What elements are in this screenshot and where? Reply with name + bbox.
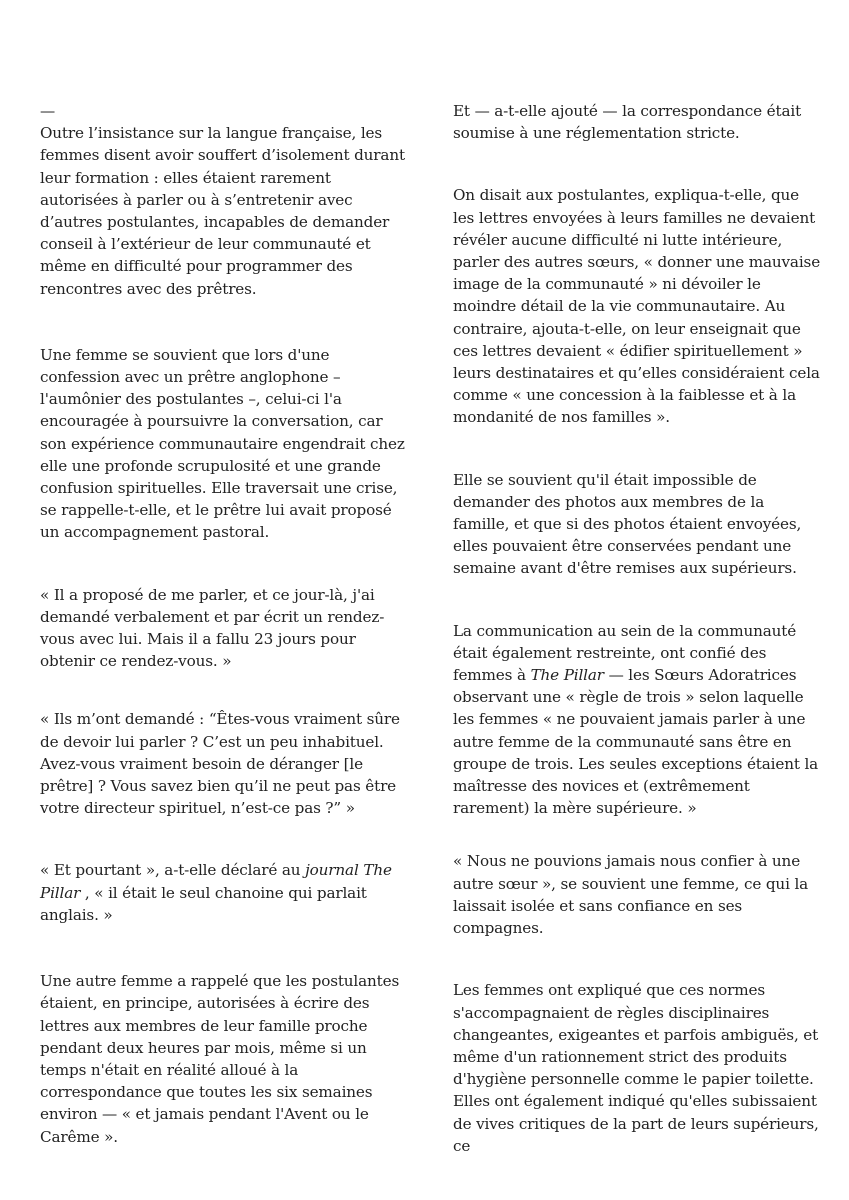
paragraph-isolement-text: Outre l’insistance sur la langue française, les femmes disent avoir souffert d’isolement durant leur formation : elles étaient rarement autorisées à parler ou à s’entretenir avec d’autres postulantes, incapables de demander conseil à l’extérieur de leur communauté et même en difficulté pour programmer des rencontres avec des prêtres. [40, 124, 405, 298]
paragraph-regle-de-trois: La communication au sein de la communauté était également restreinte, ont confié des femmes à The Pillar — les Sœurs Adoratrices observant une « règle de trois » selon laquelle les femmes « ne pouvaient jamais parler à une autre femme de la communauté sans être en groupe de trois. Les seules exceptions étaient la maîtresse des novices et (extrêmement rarement) la mère supérieure. » [453, 621, 819, 818]
left-column [40, 100, 405, 1148]
publication-name: journal The Pillar [40, 861, 392, 902]
paragraph-isolement [40, 100, 405, 300]
quote-rendez-vous: « Il a proposé de me parler, et ce jour-là, j'ai demandé verbalement et par écrit un rendez-vous avec lui. Mais il a fallu 23 jours pour obtenir ce rendez-vous. » [40, 585, 385, 671]
paragraph-confession: Une femme se souvient que lors d'une confession avec un prêtre anglophone – l'aumônier des postulantes –, celui-ci l'a encouragée à poursuivre la conversation, car son expérience communautaire engendrait chez elle une profonde scrupulosité et une grande confusion spirituelles. Elle traversait une crise, se rappelle-t-elle, et le prêtre lui avait proposé un accompagnement pastoral. [40, 345, 405, 542]
paragraph-normes: Les femmes ont expliqué que ces normes s'accompagnaient de règles disciplinaires changeantes, exigeantes et parfois ambiguës, et même d'un rationnement strict des produits d'hygiène personnelle comme le papier toilette. Elles ont également indiqué qu'elles subissaient de vives critiques de la part de leurs supérieurs, ce [453, 981, 819, 1155]
em-dash: — [40, 102, 56, 120]
paragraph-photos: Elle se souvient qu'il était impossible de demander des photos aux membres de la famille, et que si des photos étaient envoyées, elles pouvaient être conservées pendant une semaine avant d'être remises aux supérieurs. [453, 470, 802, 578]
right-column [453, 100, 821, 1157]
paragraph-regles-lettres: On disait aux postulantes, expliqua-t-elle, que les lettres envoyées à leurs familles ne devaient révéler aucune difficulté ni lutte intérieure, parler des autres sœurs, « donner une mauvaise image de la communauté » ni dévoiler le moindre détail de la vie communautaire. Au contraire, ajouta-t-elle, on leur enseignait que ces lettres devaient « édifier spirituellement » leurs destinataires et qu’elles considéraient cela comme « une concession à la faiblesse et à la mondanité de nos familles ». [453, 186, 821, 427]
publication-name: The Pillar [530, 666, 604, 685]
quote-chanoine: « Et pourtant », a-t-elle déclaré au journal The Pillar , « il était le seul chanoine qui parlait anglais. » [40, 861, 392, 924]
paragraph-lettres: Une autre femme a rappelé que les postulantes étaient, en principe, autorisées à écrire des lettres aux membres de leur famille proche pendant deux heures par mois, même si un temps n'était en réalité alloué à la correspondance que toutes les six semaines environ — « et jamais pendant l'Avent ou le Carême ». [40, 972, 400, 1146]
quote-demande: « Ils m’ont demandé : “Êtes-vous vraiment sûre de devoir lui parler ? C’est un peu inhabituel. Avez-vous vraiment besoin de déranger [le prêtre] ? Vous savez bien qu’il ne peut pas être votre directeur spirituel, n’est-ce pas ?” » [40, 710, 400, 818]
quote-confier: « Nous ne pouvions jamais nous confier à une autre sœur », se souvient une femme, ce qui la laissait isolée et sans confiance en ses compagnes. [453, 852, 809, 938]
paragraph-correspondance: Et — a-t-elle ajouté — la correspondance était soumise à une réglementation stricte. [453, 102, 802, 143]
